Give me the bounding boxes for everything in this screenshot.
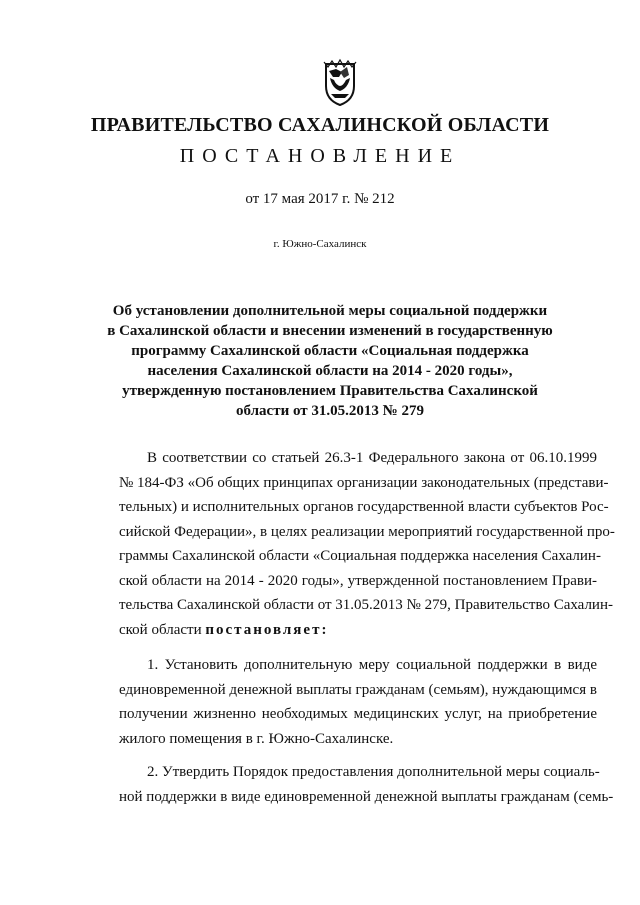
paragraph-line: граммы Сахалинской области «Социальная поддержка населения Сахалин- (119, 548, 601, 564)
government-title: ПРАВИТЕЛЬСТВО САХАЛИНСКОЙ ОБЛАСТИ (90, 114, 550, 136)
paragraph-line: получении жизненно необходимых медицинских услуг, на приобретение (119, 706, 597, 722)
preamble-paragraph (119, 446, 615, 642)
document-type: ПОСТАНОВЛЕНИЕ (179, 145, 461, 167)
paragraph-line: жилого помещения в г. Южно-Сахалинске. (119, 730, 394, 747)
document-city: г. Южно-Сахалинск (273, 238, 367, 250)
paragraph-text: ской области (119, 621, 206, 638)
decree-item-2 (119, 760, 614, 809)
decree-word: постановляет: (205, 621, 329, 638)
subject-line: населения Сахалинской области на 2014 - 2020 годы», (147, 363, 513, 379)
subject-line: Об установлении дополнительной меры социальной поддержки (112, 303, 548, 319)
paragraph-line: единовременной денежной выплаты гражданам (семьям), нуждающимся в (119, 681, 597, 698)
paragraph-line: В соответствии со статьей 26.3-1 Федерального закона от 06.10.1999 (147, 450, 597, 466)
paragraph-line: 1. Установить дополнительную меру социальной поддержки в виде (147, 657, 597, 673)
document-date-number: от 17 мая 2017 г. № 212 (245, 191, 395, 207)
paragraph-line (119, 618, 597, 643)
paragraph-line: тельства Сахалинской области от 31.05.2013 № 279, Правительство Сахалин- (119, 597, 613, 613)
subject-line: области от 31.05.2013 № 279 (236, 403, 424, 419)
paragraph-line: ской области на 2014 - 2020 годы», утвержденной постановлением Прави- (119, 572, 597, 589)
subject-line: в Сахалинской области и внесении изменений в государственную (107, 323, 553, 339)
paragraph-line: тельных) и исполнительных органов государственной власти субъектов Рос- (119, 499, 609, 515)
subject-line: утвержденную постановлением Правительства Сахалинской (122, 383, 538, 399)
document-subject (100, 301, 560, 421)
paragraph-line: 2. Утвердить Порядок предоставления дополнительной меры социаль- (147, 764, 600, 780)
paragraph-line: сийской Федерации», в целях реализации мероприятий государственной про- (119, 523, 615, 540)
paragraph-line: № 184-ФЗ «Об общих принципах организации законодательных (представи- (119, 474, 609, 491)
sakhalin-coat-of-arms-icon (320, 58, 360, 108)
subject-line: программу Сахалинской области «Социальная поддержка (131, 343, 529, 359)
paragraph-line: ной поддержки в виде единовременной денежной выплаты гражданам (семь- (119, 788, 614, 805)
decree-item-1 (119, 653, 597, 751)
